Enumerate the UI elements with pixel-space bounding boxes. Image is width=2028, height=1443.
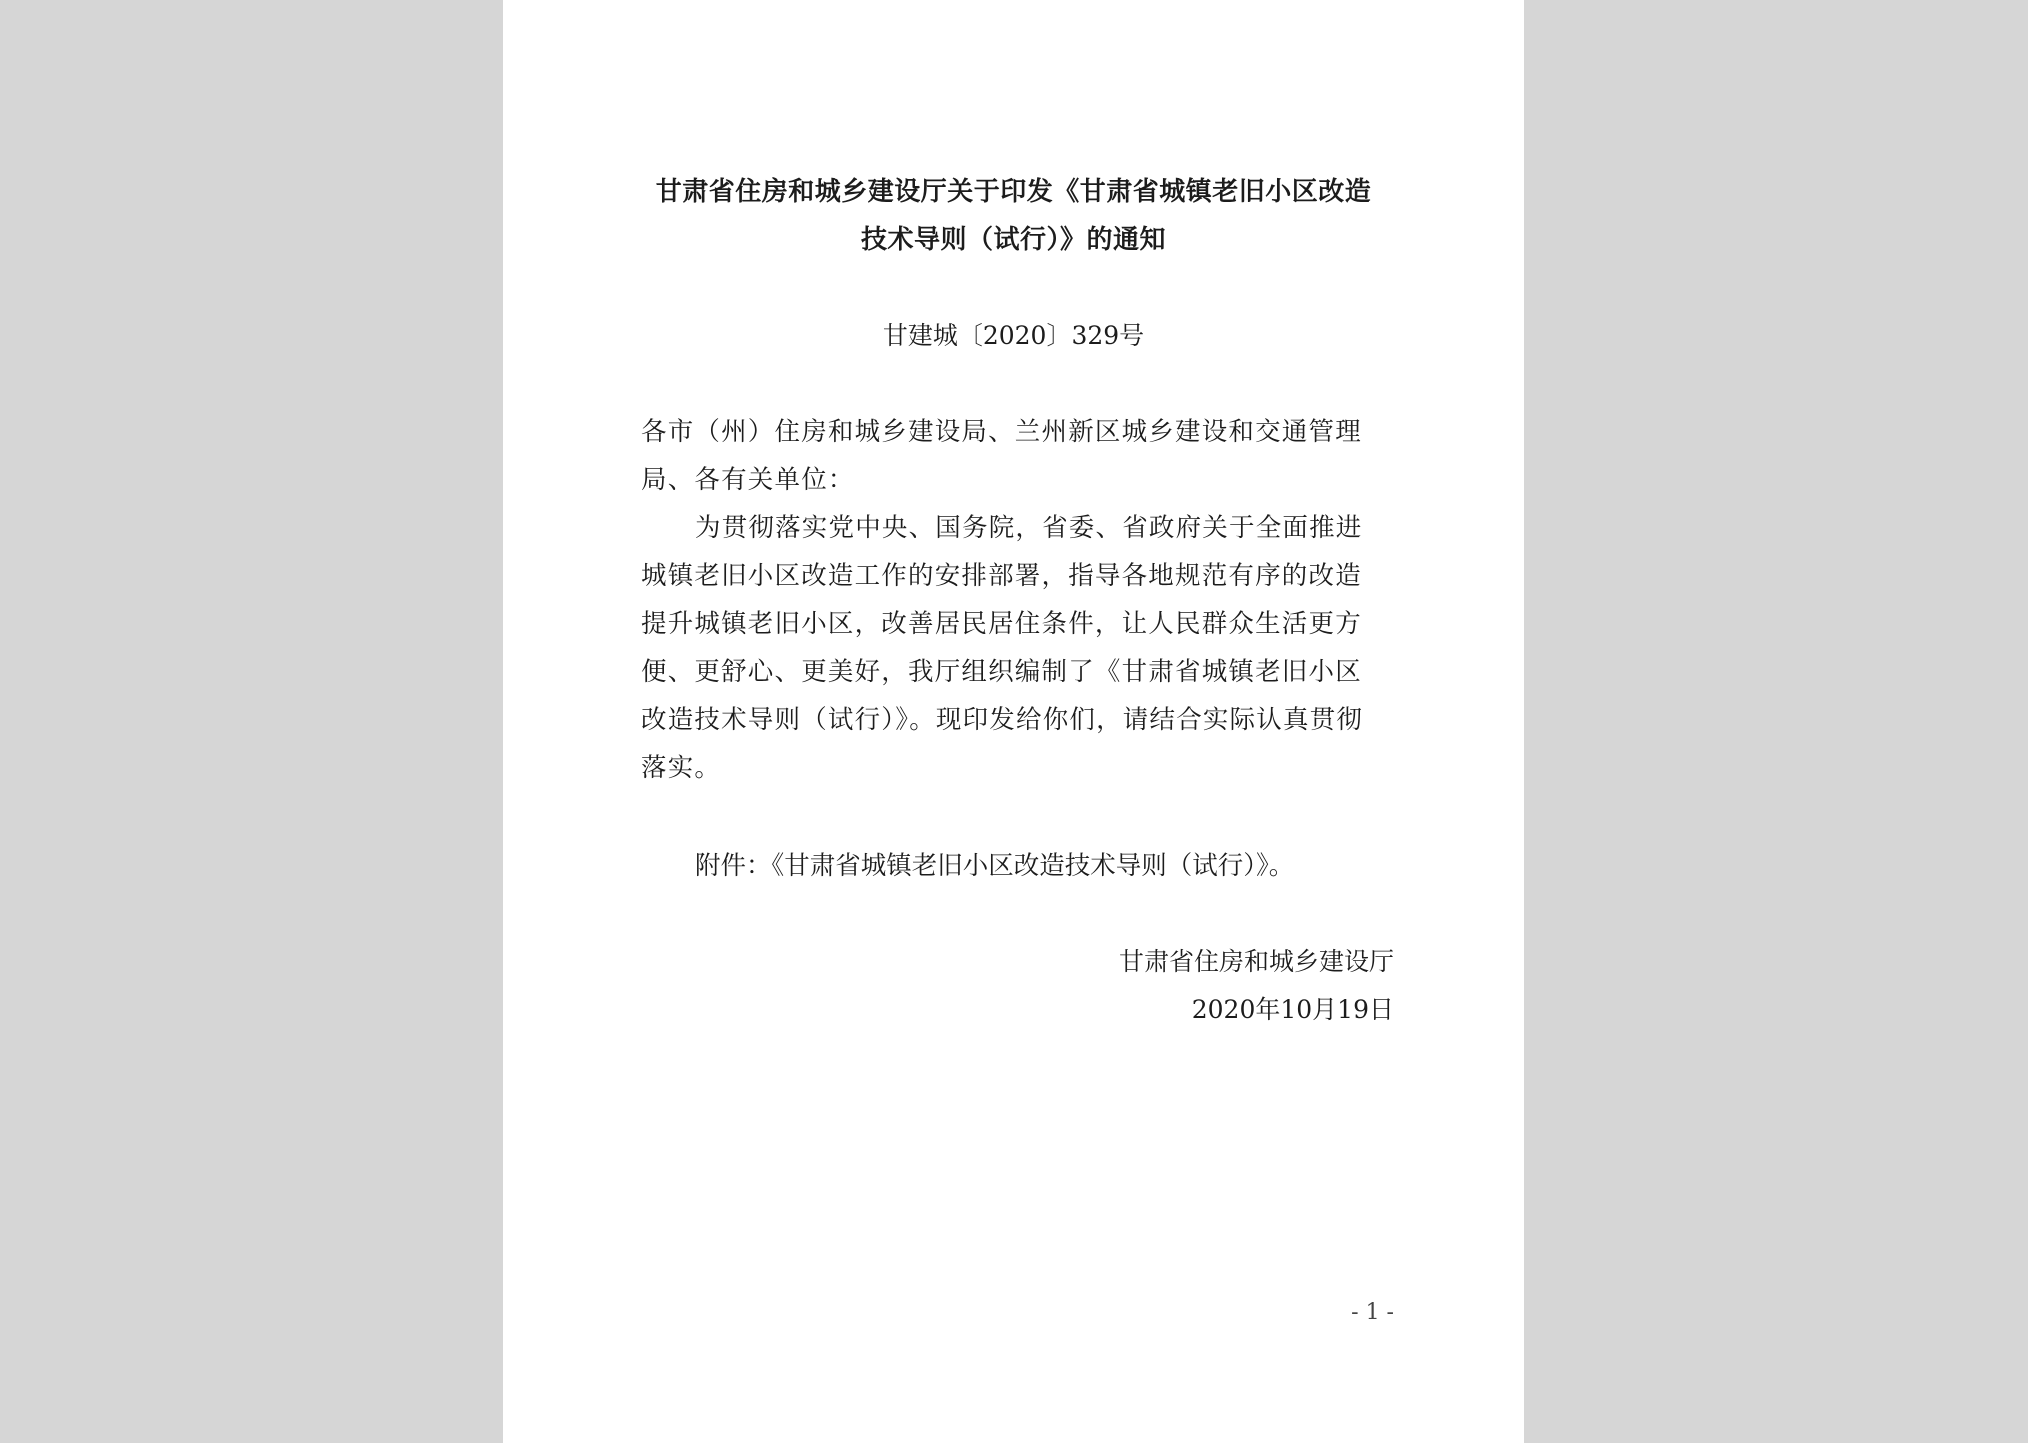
page-number: - 1 - [1351,1300,1394,1325]
document-title [503,168,1524,264]
addressee-line-2: 局、各有关单位： [641,465,855,495]
issuer-name: 甘肃省住房和城乡建设厅 [1118,947,1394,976]
body-line-6: 落实。 [641,753,722,783]
body-line-3: 提升城镇老旧小区，改善居民居住条件，让人民群众生活更方 [641,609,1362,639]
document-number: 甘建城〔2020〕329号 [882,321,1145,350]
attachment-line: 附件：《甘肃省城镇老旧小区改造技术导则（试行）》。 [695,851,1295,881]
addressee-line-1: 各市（州）住房和城乡建设局、兰州新区城乡建设和交通管理 [641,417,1362,447]
body-line-4: 便、更舒心、更美好，我厅组织编制了《甘肃省城镇老旧小区 [641,657,1362,687]
body-line-2: 城镇老旧小区改造工作的安排部署，指导各地规范有序的改造 [641,561,1362,591]
body-line-1: 为贯彻落实党中央、国务院，省委、省政府关于全面推进 [695,513,1363,543]
title-line-2: 技术导则（试行）》的通知 [860,225,1166,255]
document-page [503,0,1524,1443]
issue-date: 2020年10月19日 [1191,995,1394,1024]
title-line-1: 甘肃省住房和城乡建设厅关于印发《甘肃省城镇老旧小区改造 [655,177,1372,207]
body-line-5: 改造技术导则（试行）》。现印发给你们，请结合实际认真贯彻 [641,705,1364,735]
